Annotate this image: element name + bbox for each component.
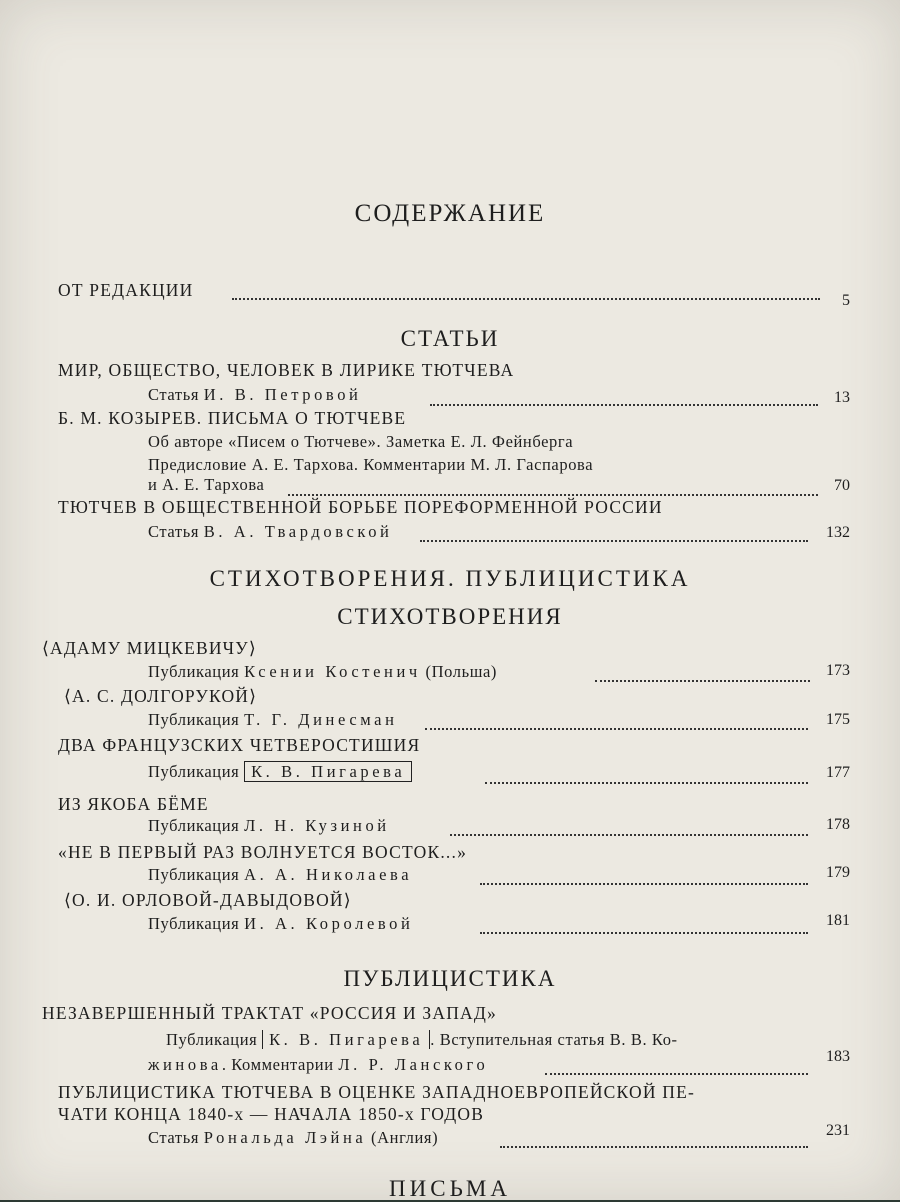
section-heading-poems-publicism: СТИХОТВОРЕНИЯ. ПУБЛИЦИСТИКА bbox=[209, 566, 691, 591]
toc-entry-title: «НЕ В ПЕРВЫЙ РАЗ ВОЛНУЕТСЯ ВОСТОК...» bbox=[58, 842, 468, 862]
leader-dots bbox=[485, 782, 808, 784]
page-number: 177 bbox=[826, 764, 850, 781]
page-number: 5 bbox=[842, 292, 850, 309]
page-title: СОДЕРЖАНИЕ bbox=[354, 200, 546, 227]
framed-name: К. В. Пигарева bbox=[244, 761, 412, 782]
leader-dots bbox=[420, 540, 808, 542]
section-heading-letters: ПИСЬМА bbox=[389, 1176, 511, 1201]
toc-entry-title: ⟨О. И. ОРЛОВОЙ-ДАВЫДОВОЙ⟩ bbox=[64, 890, 352, 910]
framed-name: К. В. Пигарева bbox=[262, 1030, 430, 1049]
leader-dots bbox=[595, 680, 810, 682]
page-number: 179 bbox=[826, 864, 850, 881]
page-number: 173 bbox=[826, 662, 850, 679]
toc-entry-sub: и А. Е. Тархова bbox=[148, 475, 265, 494]
leader-dots bbox=[232, 298, 820, 300]
leader-dots bbox=[450, 834, 808, 836]
toc-entry-title: ПУБЛИЦИСТИКА ТЮТЧЕВА В ОЦЕНКЕ ЗАПАДНОЕВРОПЕЙСКОЙ ПЕ- bbox=[58, 1082, 695, 1102]
toc-entry-sub: Публикация И. А. Королевой bbox=[148, 914, 414, 933]
page-number: 183 bbox=[826, 1048, 850, 1065]
toc-entry-sub: Публикация Л. Н. Кузиной bbox=[148, 816, 390, 835]
page-number: 132 bbox=[826, 524, 850, 541]
leader-dots bbox=[430, 404, 818, 406]
toc-entry-title: МИР, ОБЩЕСТВО, ЧЕЛОВЕК В ЛИРИКЕ ТЮТЧЕВА bbox=[58, 360, 515, 380]
toc-entry-sub: Публикация Ксении Костенич (Польша) bbox=[148, 662, 498, 681]
section-heading-articles: СТАТЬИ bbox=[400, 326, 500, 351]
toc-entry-sub: Публикация К. В. Пигарева . Вступительная статья В. В. Ко- bbox=[166, 1030, 678, 1049]
leader-dots bbox=[500, 1146, 808, 1148]
section-heading-publicism: ПУБЛИЦИСТИКА bbox=[343, 966, 557, 991]
page-number: 231 bbox=[826, 1122, 850, 1139]
page-number: 175 bbox=[826, 711, 850, 728]
toc-entry-title: ⟨АДАМУ МИЦКЕВИЧУ⟩ bbox=[42, 638, 257, 658]
subsection-heading-poems: СТИХОТВОРЕНИЯ bbox=[337, 604, 563, 629]
toc-entry-title: Б. М. КОЗЫРЕВ. ПИСЬМА О ТЮТЧЕВЕ bbox=[58, 408, 407, 428]
toc-entry-sub: Предисловие А. Е. Тархова. Комментарии М. Л. Гаспарова bbox=[148, 455, 594, 474]
toc-entry-title: ИЗ ЯКОБА БЁМЕ bbox=[58, 794, 209, 814]
toc-entry-sub: Об авторе «Писем о Тютчеве». Заметка Е. Л. Фейнберга bbox=[148, 432, 574, 451]
leader-dots bbox=[425, 728, 808, 730]
page-number: 13 bbox=[834, 389, 850, 406]
toc-entry-sub: жинова. Комментарии Л. Р. Ланского bbox=[148, 1055, 489, 1074]
page-number: 178 bbox=[826, 816, 850, 833]
toc-entry-title: ⟨А. С. ДОЛГОРУКОЙ⟩ bbox=[64, 686, 258, 706]
toc-entry-title: ДВА ФРАНЦУЗСКИХ ЧЕТВЕРОСТИШИЯ bbox=[58, 735, 421, 755]
leader-dots bbox=[480, 932, 808, 934]
leader-dots bbox=[480, 883, 808, 885]
leader-dots bbox=[545, 1073, 808, 1075]
leader-dots bbox=[288, 494, 818, 496]
toc-entry-title: ТЮТЧЕВ В ОБЩЕСТВЕННОЙ БОРЬБЕ ПОРЕФОРМЕННОЙ РОССИИ bbox=[58, 497, 663, 517]
toc-entry-sub: Публикация К. В. Пигарева bbox=[148, 762, 412, 782]
toc-entry-sub: Публикация Т. Г. Динесман bbox=[148, 710, 398, 729]
toc-entry-sub: Публикация А. А. Николаева bbox=[148, 865, 413, 884]
toc-entry-redaction: ОТ РЕДАКЦИИ bbox=[58, 280, 194, 300]
toc-entry-sub: Статья И. В. Петровой bbox=[148, 385, 362, 404]
toc-entry-sub: Статья Рональда Лэйна (Англия) bbox=[148, 1128, 439, 1147]
toc-entry-sub: Статья В. А. Твардовской bbox=[148, 522, 393, 541]
toc-entry-title: ЧАТИ КОНЦА 1840-х — НАЧАЛА 1850-х ГОДОВ bbox=[58, 1104, 485, 1124]
page-number: 181 bbox=[826, 912, 850, 929]
page-number: 70 bbox=[834, 477, 850, 494]
toc-entry-title: НЕЗАВЕРШЕННЫЙ ТРАКТАТ «РОССИЯ И ЗАПАД» bbox=[42, 1003, 497, 1023]
